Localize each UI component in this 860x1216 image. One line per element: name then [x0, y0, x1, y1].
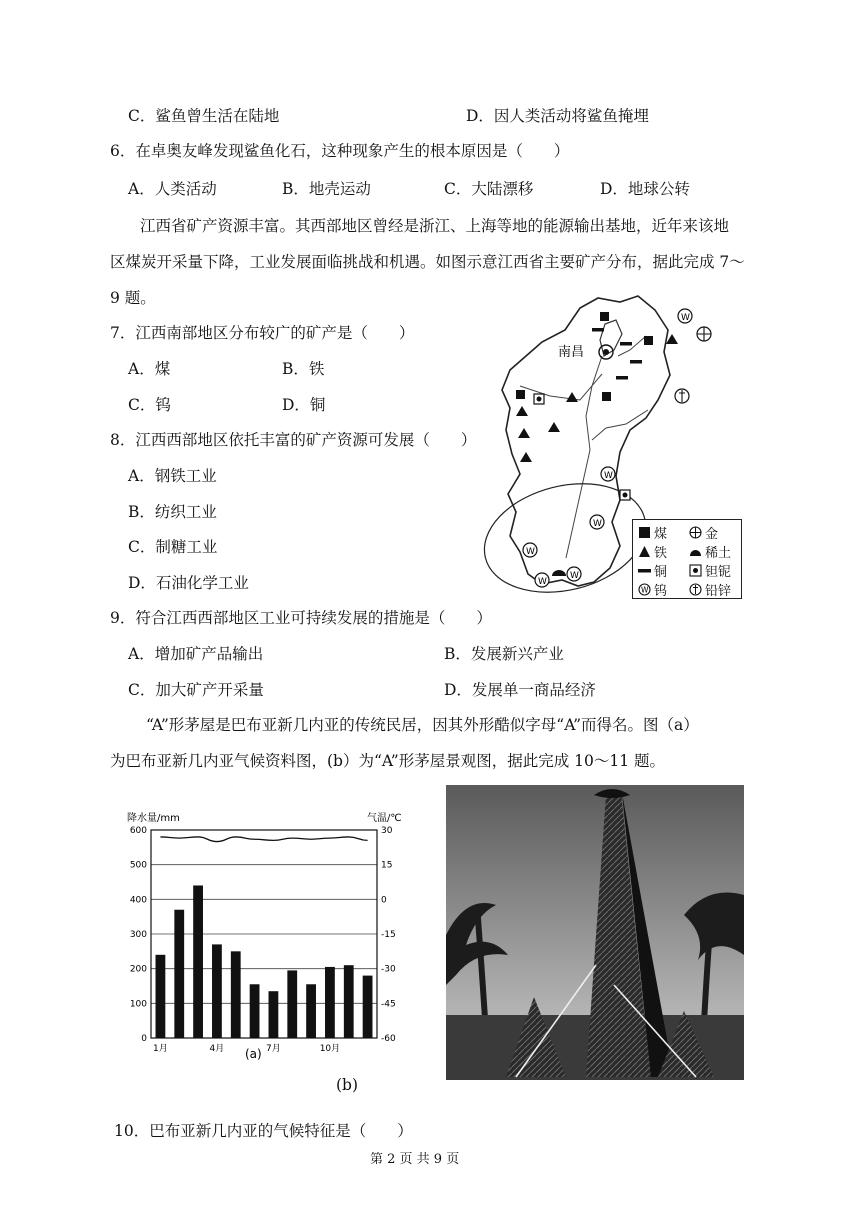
- svg-text:W: W: [681, 313, 690, 323]
- y-tick-label-right: -60: [381, 1034, 396, 1044]
- poyang-lake: [600, 320, 622, 356]
- legend-item-tungsten: [638, 580, 667, 599]
- intro-jiangxi-line-1: 江西省矿产资源丰富。其西部地区曾经是浙江、上海等地的能源输出基地，近年来该地: [140, 217, 730, 235]
- copper-icon: [592, 328, 604, 332]
- iron-icon: [518, 428, 530, 438]
- svg-text:W: W: [526, 547, 535, 557]
- southern-region-ellipse: [473, 468, 657, 609]
- iron-icon: [520, 452, 532, 462]
- page-footer: 第 2 页 共 9 页: [370, 1152, 460, 1167]
- q8-stem: 8．江西西部地区依托丰富的矿产资源可发展（ ）: [110, 431, 477, 449]
- copper-icon: [630, 360, 642, 364]
- iron-icon: [638, 545, 651, 558]
- lead-zinc-icon: [675, 389, 689, 403]
- y-axis-left-label: 降水量/mm: [127, 813, 180, 824]
- svg-text:W: W: [593, 519, 602, 529]
- copper-icon: [638, 564, 651, 577]
- chart-gridlines: [151, 830, 377, 1038]
- tungsten-icon: [590, 515, 604, 529]
- svg-text:W: W: [538, 577, 547, 587]
- legend-item-gold: [689, 523, 718, 542]
- legend-label: 铜: [654, 565, 668, 580]
- q5-option-c: C．鲨鱼曾生活在陆地: [128, 107, 280, 125]
- q9-option-d: D．发展单一商品经济: [444, 681, 596, 699]
- precipitation-bar: [306, 984, 316, 1038]
- precipitation-bar: [193, 885, 203, 1038]
- legend-item-lead-zinc: [689, 580, 731, 599]
- intro-png-line-2: 为巴布亚新几内亚气候资料图，(b）为“A”形茅屋景观图，据此完成 10～11 题。: [110, 752, 666, 770]
- river: [592, 410, 648, 440]
- coal-icon: [602, 392, 611, 401]
- y-tick-label-right: -45: [381, 999, 396, 1010]
- precipitation-bar: [212, 944, 222, 1038]
- q9-option-b: B．发展新兴产业: [444, 645, 564, 663]
- precipitation-bar: [174, 910, 184, 1038]
- legend-item-iron: [638, 542, 667, 561]
- y-tick-label-right: -30: [381, 964, 396, 975]
- precipitation-bar: [363, 976, 373, 1038]
- q7-option-d: D．铜: [282, 396, 326, 414]
- tantalum-niobium-icon: [534, 394, 544, 404]
- q9-option-a: A．增加矿产品输出: [128, 645, 264, 663]
- q6-stem: 6．在卓奥友峰发现鲨鱼化石，这种现象产生的根本原因是（ ）: [110, 142, 570, 160]
- q6-option-d: D．地球公转: [600, 180, 690, 198]
- copper-icon: [620, 342, 632, 346]
- intro-png-line-1: “A”形茅屋是巴布亚新几内亚的传统民居，因其外形酷似字母“A”而得名。图（a）: [146, 716, 699, 734]
- q7-option-c: C．钨: [128, 396, 171, 414]
- tungsten-icon: [601, 467, 615, 481]
- precipitation-bar: [344, 965, 354, 1038]
- q9-stem: 9．符合江西西部地区工业可持续发展的措施是（ ）: [110, 609, 492, 627]
- png-climate-chart: [115, 810, 415, 1060]
- y-tick-label-left: 500: [129, 860, 147, 871]
- q10-stem: 10．巴布亚新几内亚的气候特征是（ ）: [114, 1122, 413, 1140]
- y-axis-right-ticks: [381, 826, 396, 1044]
- svg-text:W: W: [604, 471, 613, 481]
- nanchang-city-marker: [558, 344, 613, 360]
- svg-text:W: W: [570, 571, 579, 581]
- tantalum-niobium-icon: [620, 490, 630, 500]
- x-tick-label: 7月: [266, 1044, 281, 1054]
- x-tick-label: 4月: [209, 1044, 225, 1054]
- tungsten-icon: [535, 573, 549, 587]
- q7-stem: 7．江西南部地区分布较广的矿产是（ ）: [110, 324, 415, 342]
- legend-item-copper: [638, 561, 667, 580]
- legend-item-coal: [638, 523, 667, 542]
- y-tick-label-left: 300: [129, 930, 147, 940]
- map-legend: [632, 519, 742, 599]
- q9-option-c: C．加大矿产开采量: [128, 681, 264, 699]
- gold-icon: [689, 526, 702, 539]
- q7-option-b: B．铁: [282, 360, 325, 378]
- legend-label: 钨: [654, 584, 668, 599]
- rare-earth-icon: [689, 545, 702, 558]
- x-tick-label: 1月: [153, 1044, 168, 1054]
- iron-icon: [566, 392, 578, 402]
- legend-label: 铅锌: [705, 584, 732, 599]
- tungsten-icon: [523, 543, 537, 557]
- chart-caption-b: (b): [336, 1076, 359, 1094]
- legend-label: 钽铌: [705, 565, 732, 580]
- chart-caption: (a): [245, 1047, 262, 1061]
- legend-item-rare-earth: [689, 542, 731, 561]
- coal-icon: [644, 336, 653, 345]
- a-frame-hut-photo: [446, 785, 744, 1080]
- svg-text:W: W: [641, 585, 649, 595]
- q6-option-c: C．大陆漂移: [444, 180, 534, 198]
- intro-jiangxi-line-2: 区煤炭开采量下降，工业发展面临挑战和机遇。如图示意江西省主要矿产分布，据此完成 7～: [110, 253, 745, 271]
- precipitation-bar: [250, 984, 260, 1038]
- coal-icon: [516, 390, 525, 399]
- q7-option-a: A．煤: [128, 360, 171, 378]
- tungsten-icon: [638, 583, 651, 596]
- y-tick-label-left: 0: [141, 1034, 147, 1044]
- legend-label: 铁: [654, 546, 668, 561]
- y-axis-left-ticks: [130, 826, 147, 1044]
- q8-option-d: D．石油化学工业: [128, 574, 249, 592]
- y-tick-label-left: 400: [129, 895, 147, 906]
- y-tick-label-right: 15: [381, 860, 393, 871]
- lead-zinc-icon: [689, 583, 702, 596]
- y-tick-label-right: 0: [381, 895, 387, 906]
- q6-option-b: B．地壳运动: [282, 180, 371, 198]
- temperature-line: [160, 837, 367, 842]
- copper-icon: [616, 376, 628, 380]
- intro-jiangxi-line-3: 9 题。: [110, 289, 156, 307]
- y-tick-label-right: 30: [381, 826, 393, 836]
- gold-icon: [697, 327, 711, 341]
- y-tick-label-right: -15: [381, 930, 396, 940]
- precipitation-bar: [156, 955, 166, 1038]
- river: [618, 336, 646, 356]
- coal-icon: [638, 526, 651, 539]
- y-axis-right-label: 气温/℃: [367, 813, 402, 824]
- legend-label: 煤: [654, 527, 668, 542]
- q8-option-a: A．钢铁工业: [128, 467, 217, 485]
- precipitation-bars: [156, 885, 373, 1038]
- x-tick-label: 10月: [319, 1044, 341, 1054]
- city-label-nanchang: 南昌: [558, 345, 585, 360]
- precipitation-bar: [287, 970, 297, 1038]
- y-tick-label-left: 600: [129, 826, 147, 836]
- y-tick-label-left: 100: [129, 999, 147, 1010]
- precipitation-bar: [269, 991, 279, 1038]
- y-tick-label-left: 200: [129, 964, 147, 975]
- iron-icon: [548, 422, 560, 432]
- iron-icon: [516, 406, 528, 416]
- tantalum-niobium-icon: [689, 564, 702, 577]
- q6-option-a: A．人类活动: [128, 180, 217, 198]
- q5-option-d: D．因人类活动将鲨鱼掩埋: [466, 107, 649, 125]
- q8-option-b: B．纺织工业: [128, 503, 217, 521]
- legend-label: 稀土: [705, 546, 732, 561]
- rare-earth-icon: [552, 570, 566, 576]
- precipitation-bar: [231, 951, 241, 1038]
- legend-item-tantalum-niobium: [689, 561, 731, 580]
- q8-option-c: C．制糖工业: [128, 538, 218, 556]
- tungsten-icon: [567, 567, 581, 581]
- legend-label: 金: [705, 527, 719, 542]
- precipitation-bar: [325, 967, 335, 1038]
- tungsten-icon: [678, 309, 692, 323]
- coal-icon: [600, 312, 609, 321]
